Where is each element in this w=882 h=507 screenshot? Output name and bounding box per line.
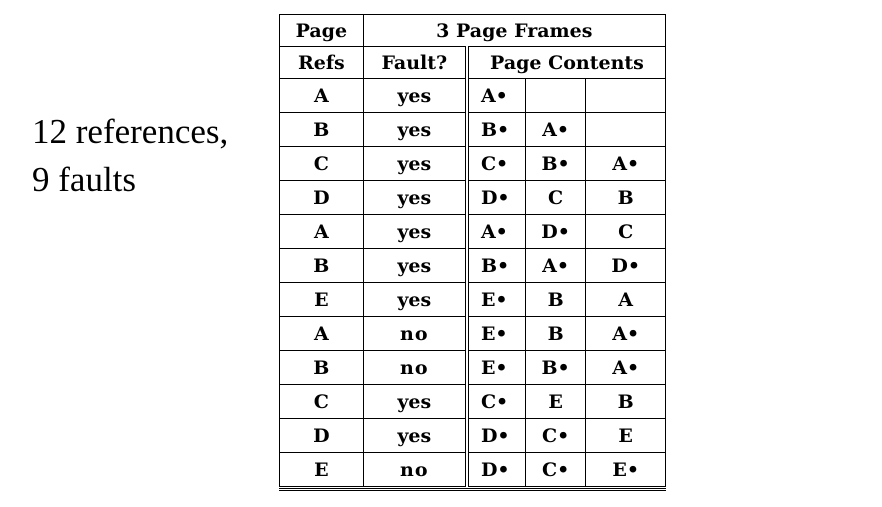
frame-2-cell: B: [525, 283, 585, 317]
frame-2-cell: E: [525, 385, 585, 419]
frame-2-cell: A•: [525, 249, 585, 283]
fault-cell: yes: [363, 113, 467, 147]
frame-3-cell: B: [586, 181, 666, 215]
frame-1-cell: E•: [467, 283, 525, 317]
frame-3-cell: [586, 113, 666, 147]
table-row: [280, 113, 666, 147]
frame-3-cell: B: [586, 385, 666, 419]
frame-3-cell: E•: [586, 453, 666, 487]
page-ref-cell: A: [280, 317, 364, 351]
table-row: [280, 419, 666, 453]
header-3-page-frames: 3 Page Frames: [363, 15, 665, 47]
frame-3-cell: A•: [586, 317, 666, 351]
fault-cell: yes: [363, 249, 467, 283]
fault-cell: yes: [363, 283, 467, 317]
frame-3-cell: A•: [586, 147, 666, 181]
frame-1-cell: E•: [467, 351, 525, 385]
frame-2-cell: A•: [525, 113, 585, 147]
page-ref-cell: A: [280, 79, 364, 113]
frame-1-cell: B•: [467, 113, 525, 147]
frame-1-cell: D•: [467, 181, 525, 215]
fault-cell: yes: [363, 419, 467, 453]
frame-3-cell: [586, 79, 666, 113]
header-refs: Refs: [280, 47, 364, 79]
table-row: [280, 181, 666, 215]
table-header-row-2: [280, 47, 666, 79]
table-row: [280, 215, 666, 249]
frame-2-cell: C•: [525, 419, 585, 453]
fault-cell: yes: [363, 147, 467, 181]
page-ref-cell: A: [280, 215, 364, 249]
frame-2-cell: B•: [525, 351, 585, 385]
table-row: [280, 249, 666, 283]
frame-1-cell: C•: [467, 385, 525, 419]
frame-1-cell: D•: [467, 453, 525, 487]
header-page: Page: [280, 15, 364, 47]
page-frames-table: [279, 14, 666, 487]
frame-2-cell: D•: [525, 215, 585, 249]
table-row: [280, 283, 666, 317]
page-ref-cell: C: [280, 385, 364, 419]
frame-1-cell: D•: [467, 419, 525, 453]
fault-cell: no: [363, 317, 467, 351]
page-ref-cell: B: [280, 351, 364, 385]
table-row: [280, 351, 666, 385]
header-fault: Fault?: [363, 47, 467, 79]
frame-1-cell: C•: [467, 147, 525, 181]
frame-2-cell: C: [525, 181, 585, 215]
fault-cell: yes: [363, 181, 467, 215]
page-ref-cell: B: [280, 249, 364, 283]
table-row: [280, 147, 666, 181]
frame-2-cell: B•: [525, 147, 585, 181]
frame-2-cell: B: [525, 317, 585, 351]
frame-2-cell: [525, 79, 585, 113]
table-row: [280, 385, 666, 419]
frame-3-cell: C: [586, 215, 666, 249]
table-body: [280, 79, 666, 487]
table-row: [280, 317, 666, 351]
frame-1-cell: B•: [467, 249, 525, 283]
table-row: [280, 79, 666, 113]
frame-1-cell: A•: [467, 215, 525, 249]
fault-cell: no: [363, 453, 467, 487]
frame-3-cell: D•: [586, 249, 666, 283]
frame-3-cell: A•: [586, 351, 666, 385]
table-header-row-1: [280, 15, 666, 47]
frame-1-cell: E•: [467, 317, 525, 351]
page-ref-cell: E: [280, 453, 364, 487]
table-row: [280, 453, 666, 487]
page-ref-cell: D: [280, 181, 364, 215]
frame-1-cell: A•: [467, 79, 525, 113]
fault-cell: no: [363, 351, 467, 385]
page-ref-cell: D: [280, 419, 364, 453]
page-ref-cell: C: [280, 147, 364, 181]
fault-cell: yes: [363, 215, 467, 249]
summary-caption: [32, 108, 228, 204]
frame-2-cell: C•: [525, 453, 585, 487]
faults-count-text: 9 faults: [32, 160, 137, 199]
header-page-contents: Page Contents: [467, 47, 666, 79]
frame-3-cell: A: [586, 283, 666, 317]
fault-cell: yes: [363, 79, 467, 113]
page-frames-table-container: [279, 14, 666, 491]
frame-3-cell: E: [586, 419, 666, 453]
fault-cell: yes: [363, 385, 467, 419]
references-count-text: 12 references,: [32, 112, 229, 151]
page-ref-cell: E: [280, 283, 364, 317]
page-ref-cell: B: [280, 113, 364, 147]
